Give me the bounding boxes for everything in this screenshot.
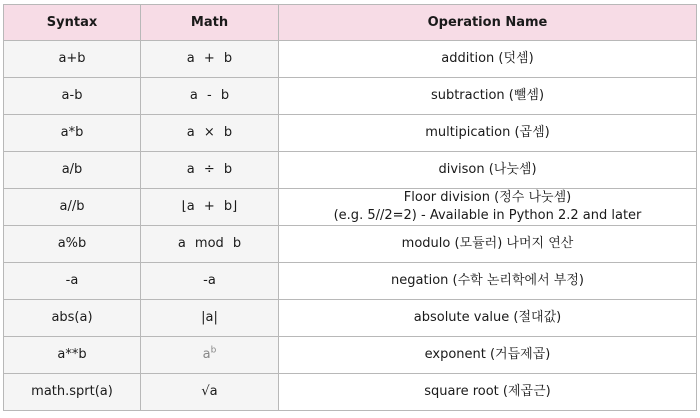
operation-cell (279, 189, 697, 226)
operators-table (3, 4, 697, 411)
operation-text: absolute value (절대값) (413, 310, 562, 325)
header-math: Math (141, 5, 279, 41)
syntax-cell: a-b (4, 78, 141, 115)
header-operation-name: Operation Name (279, 5, 697, 41)
operation-cell (279, 374, 697, 411)
table-row (4, 189, 697, 226)
table-row (4, 226, 697, 263)
operation-text: exponent (거듭제곱) (424, 347, 551, 362)
math-cell: √a (141, 374, 279, 411)
exponent-power: b (210, 345, 217, 356)
math-cell: a mod b (141, 226, 279, 263)
exponent-base: a (202, 347, 211, 362)
operation-cell (279, 115, 697, 152)
syntax-cell: abs(a) (4, 300, 141, 337)
operation-cell (279, 78, 697, 115)
operators-table-container (3, 4, 696, 411)
syntax-cell: a%b (4, 226, 141, 263)
syntax-cell: math.sprt(a) (4, 374, 141, 411)
operation-cell (279, 300, 697, 337)
operation-text: modulo (모듈러) 나머지 연산 (401, 236, 574, 251)
operation-text: negation (수학 논리학에서 부정) (391, 273, 584, 288)
syntax-cell: a*b (4, 115, 141, 152)
operation-cell (279, 337, 697, 374)
operation-text: divison (나눗셈) (438, 162, 537, 177)
table-row (4, 152, 697, 189)
operation-text: multipication (곱셈) (425, 125, 550, 140)
math-cell: a × b (141, 115, 279, 152)
header-syntax: Syntax (4, 5, 141, 41)
syntax-cell: a//b (4, 189, 141, 226)
operation-cell (279, 263, 697, 300)
math-cell (141, 337, 279, 374)
operation-cell (279, 152, 697, 189)
math-cell: ⌊a + b⌋ (141, 189, 279, 226)
operation-note: (e.g. 5//2=2) - Available in Python 2.2 and later (333, 208, 642, 223)
table-row (4, 78, 697, 115)
operation-text: addition (덧셈) (441, 51, 534, 66)
table-row (4, 374, 697, 411)
table-row (4, 41, 697, 78)
operation-cell (279, 41, 697, 78)
table-row (4, 337, 697, 374)
operation-text: Floor division (정수 나눗셈) (403, 190, 572, 205)
table-row (4, 300, 697, 337)
operation-cell (279, 226, 697, 263)
syntax-cell: a**b (4, 337, 141, 374)
syntax-cell: -a (4, 263, 141, 300)
table-row (4, 263, 697, 300)
syntax-cell: a/b (4, 152, 141, 189)
syntax-cell: a+b (4, 41, 141, 78)
math-cell: a + b (141, 41, 279, 78)
header-row (4, 5, 697, 41)
math-cell: |a| (141, 300, 279, 337)
operation-text: square root (제곱근) (424, 384, 551, 399)
math-cell: a ÷ b (141, 152, 279, 189)
math-cell: a - b (141, 78, 279, 115)
table-row (4, 115, 697, 152)
operation-text: subtraction (뺄셈) (430, 88, 545, 103)
math-cell: -a (141, 263, 279, 300)
